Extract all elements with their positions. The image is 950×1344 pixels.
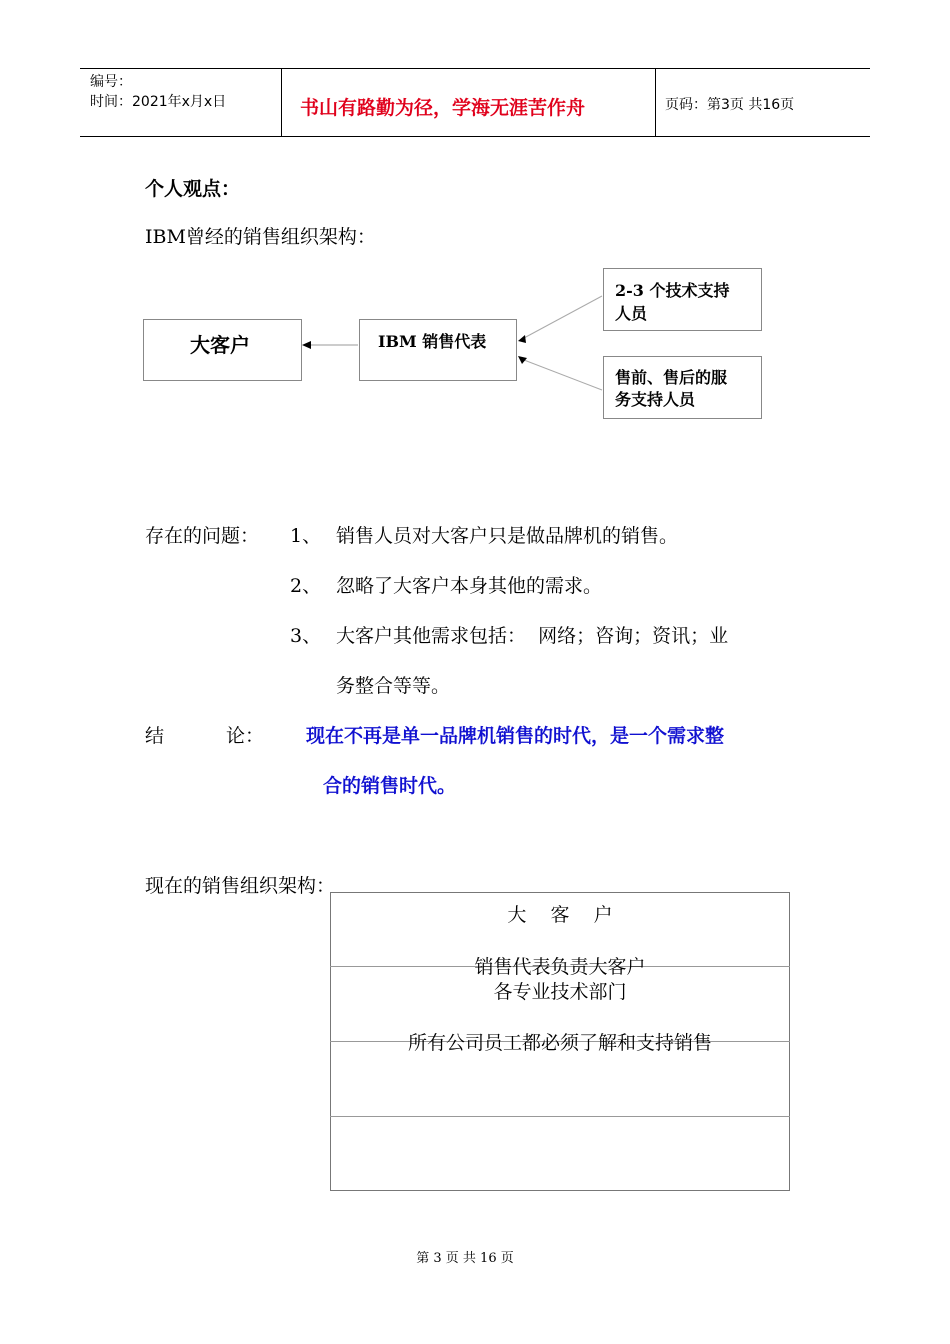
org-row-rep: 销售代表负责大客户 bbox=[474, 956, 646, 978]
connector-line bbox=[524, 296, 602, 338]
table-row-divider bbox=[330, 1116, 790, 1117]
header-page-info: 页码：第3页 共16页 bbox=[665, 97, 795, 113]
org-row-customer: 大 客 户 bbox=[507, 904, 613, 926]
problem-text: 销售人员对大客户只是做品牌机的销售。 bbox=[336, 525, 679, 547]
connector-line bbox=[524, 360, 602, 390]
page-footer: 第 3 页 共 16 页 bbox=[416, 1251, 514, 1266]
org-row-tech: 各专业技术部门 bbox=[493, 981, 627, 1003]
org-row-staff: 所有公司员工都必须了解和支持销售 bbox=[407, 1032, 712, 1054]
current-heading: 现在的销售组织架构： bbox=[145, 875, 336, 897]
conclusion-label-a: 结 bbox=[145, 725, 165, 747]
problems-label: 存在的问题： bbox=[145, 525, 260, 547]
header-motto: 书山有路勤为径，学海无涯苦作舟 bbox=[300, 97, 586, 119]
problem-num: 1、 bbox=[290, 525, 322, 547]
document-number-label: 编号： bbox=[90, 74, 132, 90]
tech-support-label-2: 人员 bbox=[615, 304, 648, 323]
service-label-2: 务支持人员 bbox=[615, 390, 696, 409]
problem-text-cont: 务整合等等。 bbox=[336, 675, 451, 697]
arrow-head-left bbox=[302, 341, 311, 349]
tech-support-label: 2-3 个技术支持 bbox=[615, 281, 730, 300]
arrow-head-down bbox=[518, 356, 527, 364]
rep-label: IBM 销售代表 bbox=[378, 332, 487, 351]
problem-num: 3、 bbox=[290, 625, 322, 647]
conclusion-text: 现在不再是单一品牌机销售的时代，是一个需求整 bbox=[306, 725, 725, 747]
problem-num: 2、 bbox=[290, 575, 322, 597]
customer-label: 大客户 bbox=[190, 333, 250, 357]
ibm-org-diagram bbox=[0, 0, 950, 450]
document-time: 时间：2021年x月x日 bbox=[90, 94, 227, 110]
service-label: 售前、售后的服 bbox=[615, 368, 728, 387]
conclusion-text-cont: 合的销售时代。 bbox=[323, 775, 457, 797]
problem-text: 大客户其他需求包括： 网络；咨询；资讯；业 bbox=[336, 625, 729, 647]
problem-text: 忽略了大客户本身其他的需求。 bbox=[336, 575, 603, 597]
ibm-heading: IBM曾经的销售组织架构： bbox=[145, 226, 376, 248]
conclusion-label-b: 论： bbox=[226, 725, 265, 747]
arrow-head-up bbox=[518, 335, 526, 343]
section-title: 个人观点： bbox=[145, 178, 241, 200]
